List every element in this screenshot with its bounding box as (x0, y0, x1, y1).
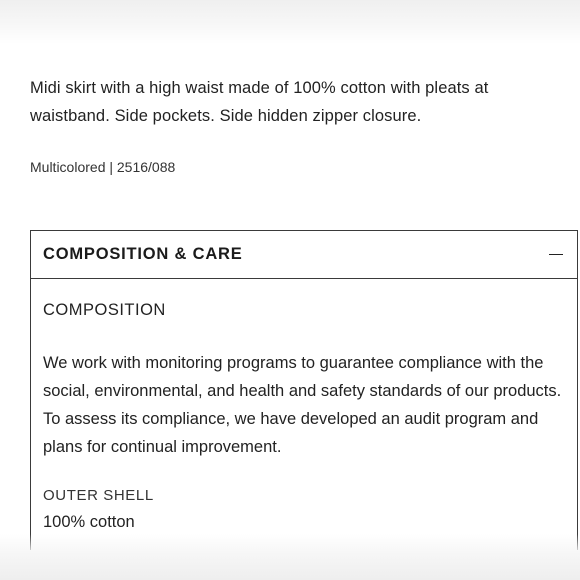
product-description: Midi skirt with a high waist made of 100% cotton with pleats at waistband. Side pockets. Side hidden zipper closure. (30, 79, 489, 125)
accordion-title: COMPOSITION & CARE (43, 245, 243, 263)
composition-care-accordion (30, 230, 578, 550)
top-shadow (0, 0, 580, 44)
color-and-reference: Multicolored | 2516/088 (30, 159, 176, 175)
compliance-text: We work with monitoring programs to guarantee compliance with the social, environmental, and health and safety standards of our products. To assess its compliance, we have developed an audit program and plans for continual improvement. (43, 354, 562, 456)
bottom-shadow (0, 534, 580, 580)
minus-icon[interactable] (549, 248, 563, 262)
composition-care-toggle[interactable] (31, 231, 577, 279)
outer-shell-value: 100% cotton (43, 513, 135, 531)
composition-heading: COMPOSITION (43, 301, 166, 319)
outer-shell-label: OUTER SHELL (43, 487, 154, 504)
